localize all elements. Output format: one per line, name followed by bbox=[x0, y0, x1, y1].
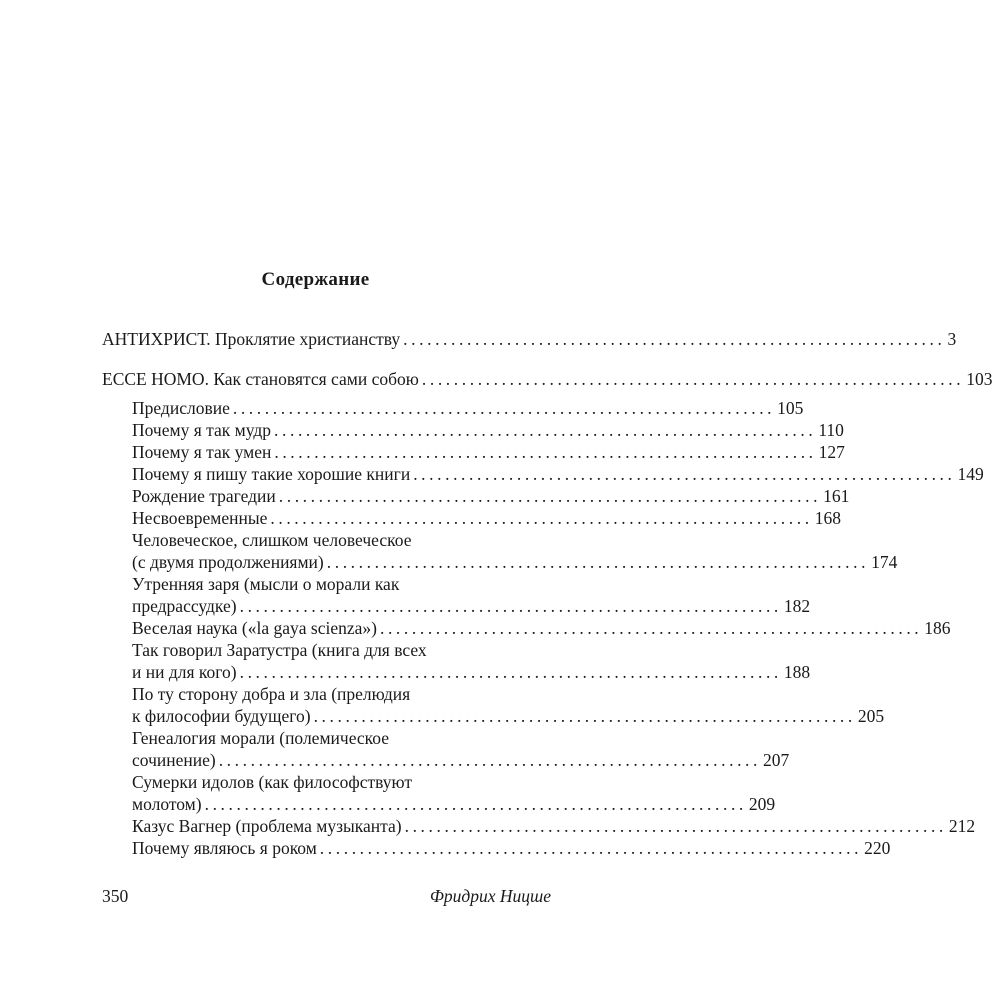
toc-entry-page: 127 bbox=[818, 442, 845, 462]
toc-entry-title: ECCE HOMO. Как становятся сами собою bbox=[102, 369, 419, 389]
toc-entry-page: 174 bbox=[871, 552, 898, 572]
toc-entry-why-good-books bbox=[132, 463, 984, 485]
toc-entry-title: Утренняя заря (мысли о морали как bbox=[132, 574, 400, 594]
toc-leader-dots: .................................................................... bbox=[239, 596, 782, 616]
toc-entry-title: Несвоевременные bbox=[132, 508, 268, 528]
toc-entry-title: Так говорил Заратустра (книга для всех bbox=[132, 640, 427, 660]
toc-entry-title: Предисловие bbox=[132, 398, 230, 418]
toc-entry-page: 220 bbox=[864, 838, 891, 858]
toc-entry-twilight-line-1 bbox=[132, 771, 412, 793]
toc-entry-why-wise bbox=[132, 419, 844, 441]
toc-leader-dots: .................................................................... bbox=[313, 706, 856, 726]
toc-entry-page: 161 bbox=[823, 486, 850, 506]
toc-entry-page: 105 bbox=[777, 398, 804, 418]
toc-entry-page: 103 bbox=[966, 369, 992, 389]
toc-entry-title-continued: (с двумя продолжениями) bbox=[132, 552, 324, 572]
toc-entry-beyond-good-evil bbox=[132, 705, 885, 727]
toc-entry-title: Человеческое, слишком человеческое bbox=[132, 530, 412, 550]
toc-entry-title: АНТИХРИСТ. Проклятие христианству bbox=[102, 329, 401, 349]
toc-leader-dots: .................................................................... bbox=[413, 464, 956, 484]
toc-leader-dots: .................................................................... bbox=[232, 398, 776, 418]
footer-author: Фридрих Ницше bbox=[429, 886, 551, 906]
toc-leader-dots: .................................................................... bbox=[404, 816, 947, 836]
toc-entry-human bbox=[132, 551, 898, 573]
toc-entry-zarathustra-line-1 bbox=[132, 639, 427, 661]
toc-entry-beyond-good-evil-line-1 bbox=[132, 683, 410, 705]
toc-entry-page: 3 bbox=[947, 329, 957, 349]
toc-entry-title-continued: и ни для кого) bbox=[132, 662, 237, 682]
toc-entry-title: Почему я пишу такие хорошие книги bbox=[132, 464, 411, 484]
toc-entry-genealogy bbox=[132, 749, 790, 771]
toc-entry-page: 207 bbox=[763, 750, 790, 770]
toc-entry-page: 168 bbox=[814, 508, 841, 528]
toc-leader-dots: .................................................................... bbox=[379, 618, 923, 638]
toc-leader-dots: .................................................................... bbox=[218, 750, 762, 770]
toc-entry-title-continued: молотом) bbox=[132, 794, 202, 814]
toc-leader-dots: .................................................................... bbox=[274, 420, 817, 440]
toc-entry-page: 205 bbox=[857, 706, 885, 726]
toc-entry-title: Почему я так мудр bbox=[132, 420, 272, 440]
toc-entry-title-continued: предрассудке) bbox=[132, 596, 237, 616]
toc-entry-title: По ту сторону добра и зла (прелюдия bbox=[132, 684, 411, 704]
toc-entry-title: Казус Вагнер (проблема музыканта) bbox=[132, 816, 402, 836]
toc-entry-title: Сумерки идолов (как философствуют bbox=[132, 772, 413, 792]
toc-leader-dots: .................................................................... bbox=[270, 508, 813, 528]
toc-entry-gay-science bbox=[132, 617, 951, 639]
toc-leader-dots: .................................................................... bbox=[204, 794, 747, 814]
toc-entry-dawn-line-1 bbox=[132, 573, 399, 595]
toc-entry-antichrist bbox=[102, 328, 957, 350]
toc-leader-dots: .................................................................... bbox=[278, 486, 822, 506]
toc-entry-page: 188 bbox=[783, 662, 811, 682]
toc-leader-dots: .................................................................... bbox=[274, 442, 817, 462]
toc-entry-page: 212 bbox=[948, 816, 976, 836]
toc-entry-untimely bbox=[132, 507, 841, 529]
toc-entry-human-line-1 bbox=[132, 529, 411, 551]
toc-entry-title: Рождение трагедии bbox=[132, 486, 276, 506]
toc-entry-page: 186 bbox=[924, 618, 951, 638]
toc-entry-dawn bbox=[132, 595, 811, 617]
toc-entry-twilight bbox=[132, 793, 776, 815]
toc-entry-title: Генеалогия морали (полемическое bbox=[132, 728, 390, 748]
toc-entry-why-destiny bbox=[132, 837, 891, 859]
toc-leader-dots: .................................................................... bbox=[403, 329, 946, 349]
toc-entry-title: Веселая наука («la gaya scienza») bbox=[132, 618, 377, 638]
toc-entry-page: 149 bbox=[957, 464, 984, 484]
toc-leader-dots: .................................................................... bbox=[421, 369, 965, 389]
toc-entry-title-continued: сочинение) bbox=[132, 750, 216, 770]
toc-entry-ecce-homo bbox=[102, 368, 992, 390]
toc-heading: Содержание bbox=[261, 269, 370, 290]
toc-leader-dots: .................................................................... bbox=[326, 552, 870, 572]
toc-entry-page: 110 bbox=[818, 420, 844, 440]
toc-entry-zarathustra bbox=[132, 661, 811, 683]
toc-entry-case-wagner bbox=[132, 815, 976, 837]
footer-page-number: 350 bbox=[102, 886, 129, 906]
toc-entry-page: 209 bbox=[748, 794, 776, 814]
toc-leader-dots: .................................................................... bbox=[239, 662, 782, 682]
toc-entry-title-continued: к философии будущего) bbox=[132, 706, 311, 726]
toc-entry-birth-of-tragedy bbox=[132, 485, 850, 507]
toc-entry-why-clever bbox=[132, 441, 845, 463]
toc-entry-title: Почему я так умен bbox=[132, 442, 272, 462]
toc-entry-preface bbox=[132, 397, 804, 419]
toc-leader-dots: .................................................................... bbox=[319, 838, 863, 858]
toc-entry-genealogy-line-1 bbox=[132, 727, 389, 749]
toc-entry-title: Почему являюсь я роком bbox=[132, 838, 317, 858]
toc-entry-page: 182 bbox=[783, 596, 811, 616]
